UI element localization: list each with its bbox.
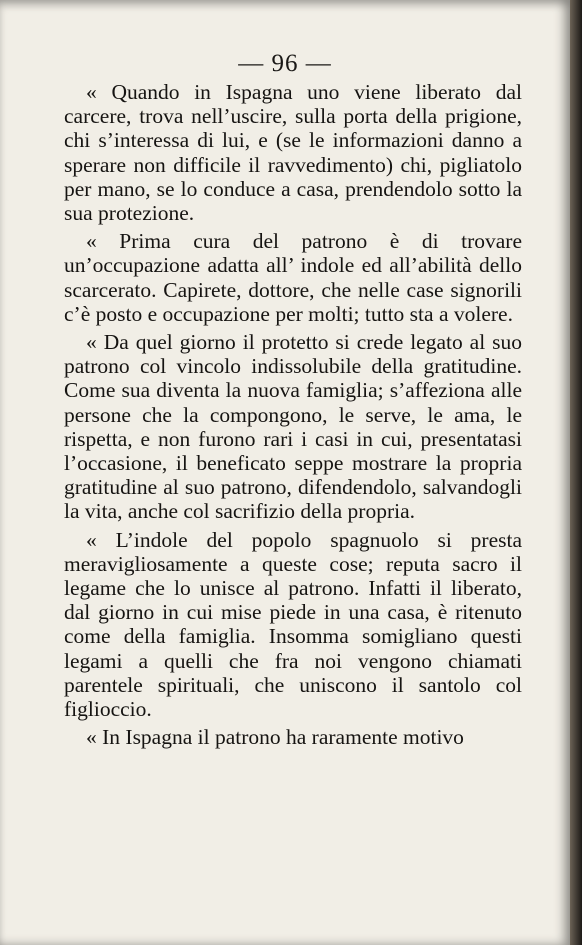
paragraph-1: « Quando in Ispagna uno viene liberato dal carcere, trova nell’uscire, sulla porta della prigione, chi s’interessa di lui, e (se le informazioni danno a sperare non difficile il ravvedimento) chi, pigliatolo per mano, se lo conduce a casa, prendendolo sotto la sua protezione. [64,80,522,226]
paragraph-3: « Da quel giorno il protetto si crede legato al suo patrono col vincolo indissolubile della gratitudine. Come sua diventa la nuova famiglia; s’affeziona alle persone che la compongono, le serve, le ama, le rispetta, e non furono rari i casi in cui, presentatasi l’occasione, il beneficato seppe mostrare la propria gratitudine al suo patrono, difendendolo, salvandogli la vita, anche col sacrifizio della propria. [64,330,522,524]
page-edge-shadow [570,0,582,945]
paragraph-4: « L’indole del popolo spagnuolo si presta meravigliosamente a queste cose; reputa sacro il legame che lo unisce al patrono. Infatti il liberato, dal giorno in cui mise piede in una casa, è ritenuto come della famiglia. Insomma somigliano questi legami a quelli che fra noi vengono chiamati parentele spirituali, che uniscono il santolo col figlioccio. [64,527,522,722]
page-number: — 96 — [238,50,332,77]
body-text [64,80,522,753]
paragraph-2: « Prima cura del patrono è di trovare un’occupazione adatta all’ indole ed all’abilità dello scarcerato. Capirete, dottore, che nelle case signorili c’è posto e occupazione per molti; tutto sta a volere. [64,229,522,326]
paragraph-5: « In Ispagna il patrono ha raramente motivo [86,725,464,750]
